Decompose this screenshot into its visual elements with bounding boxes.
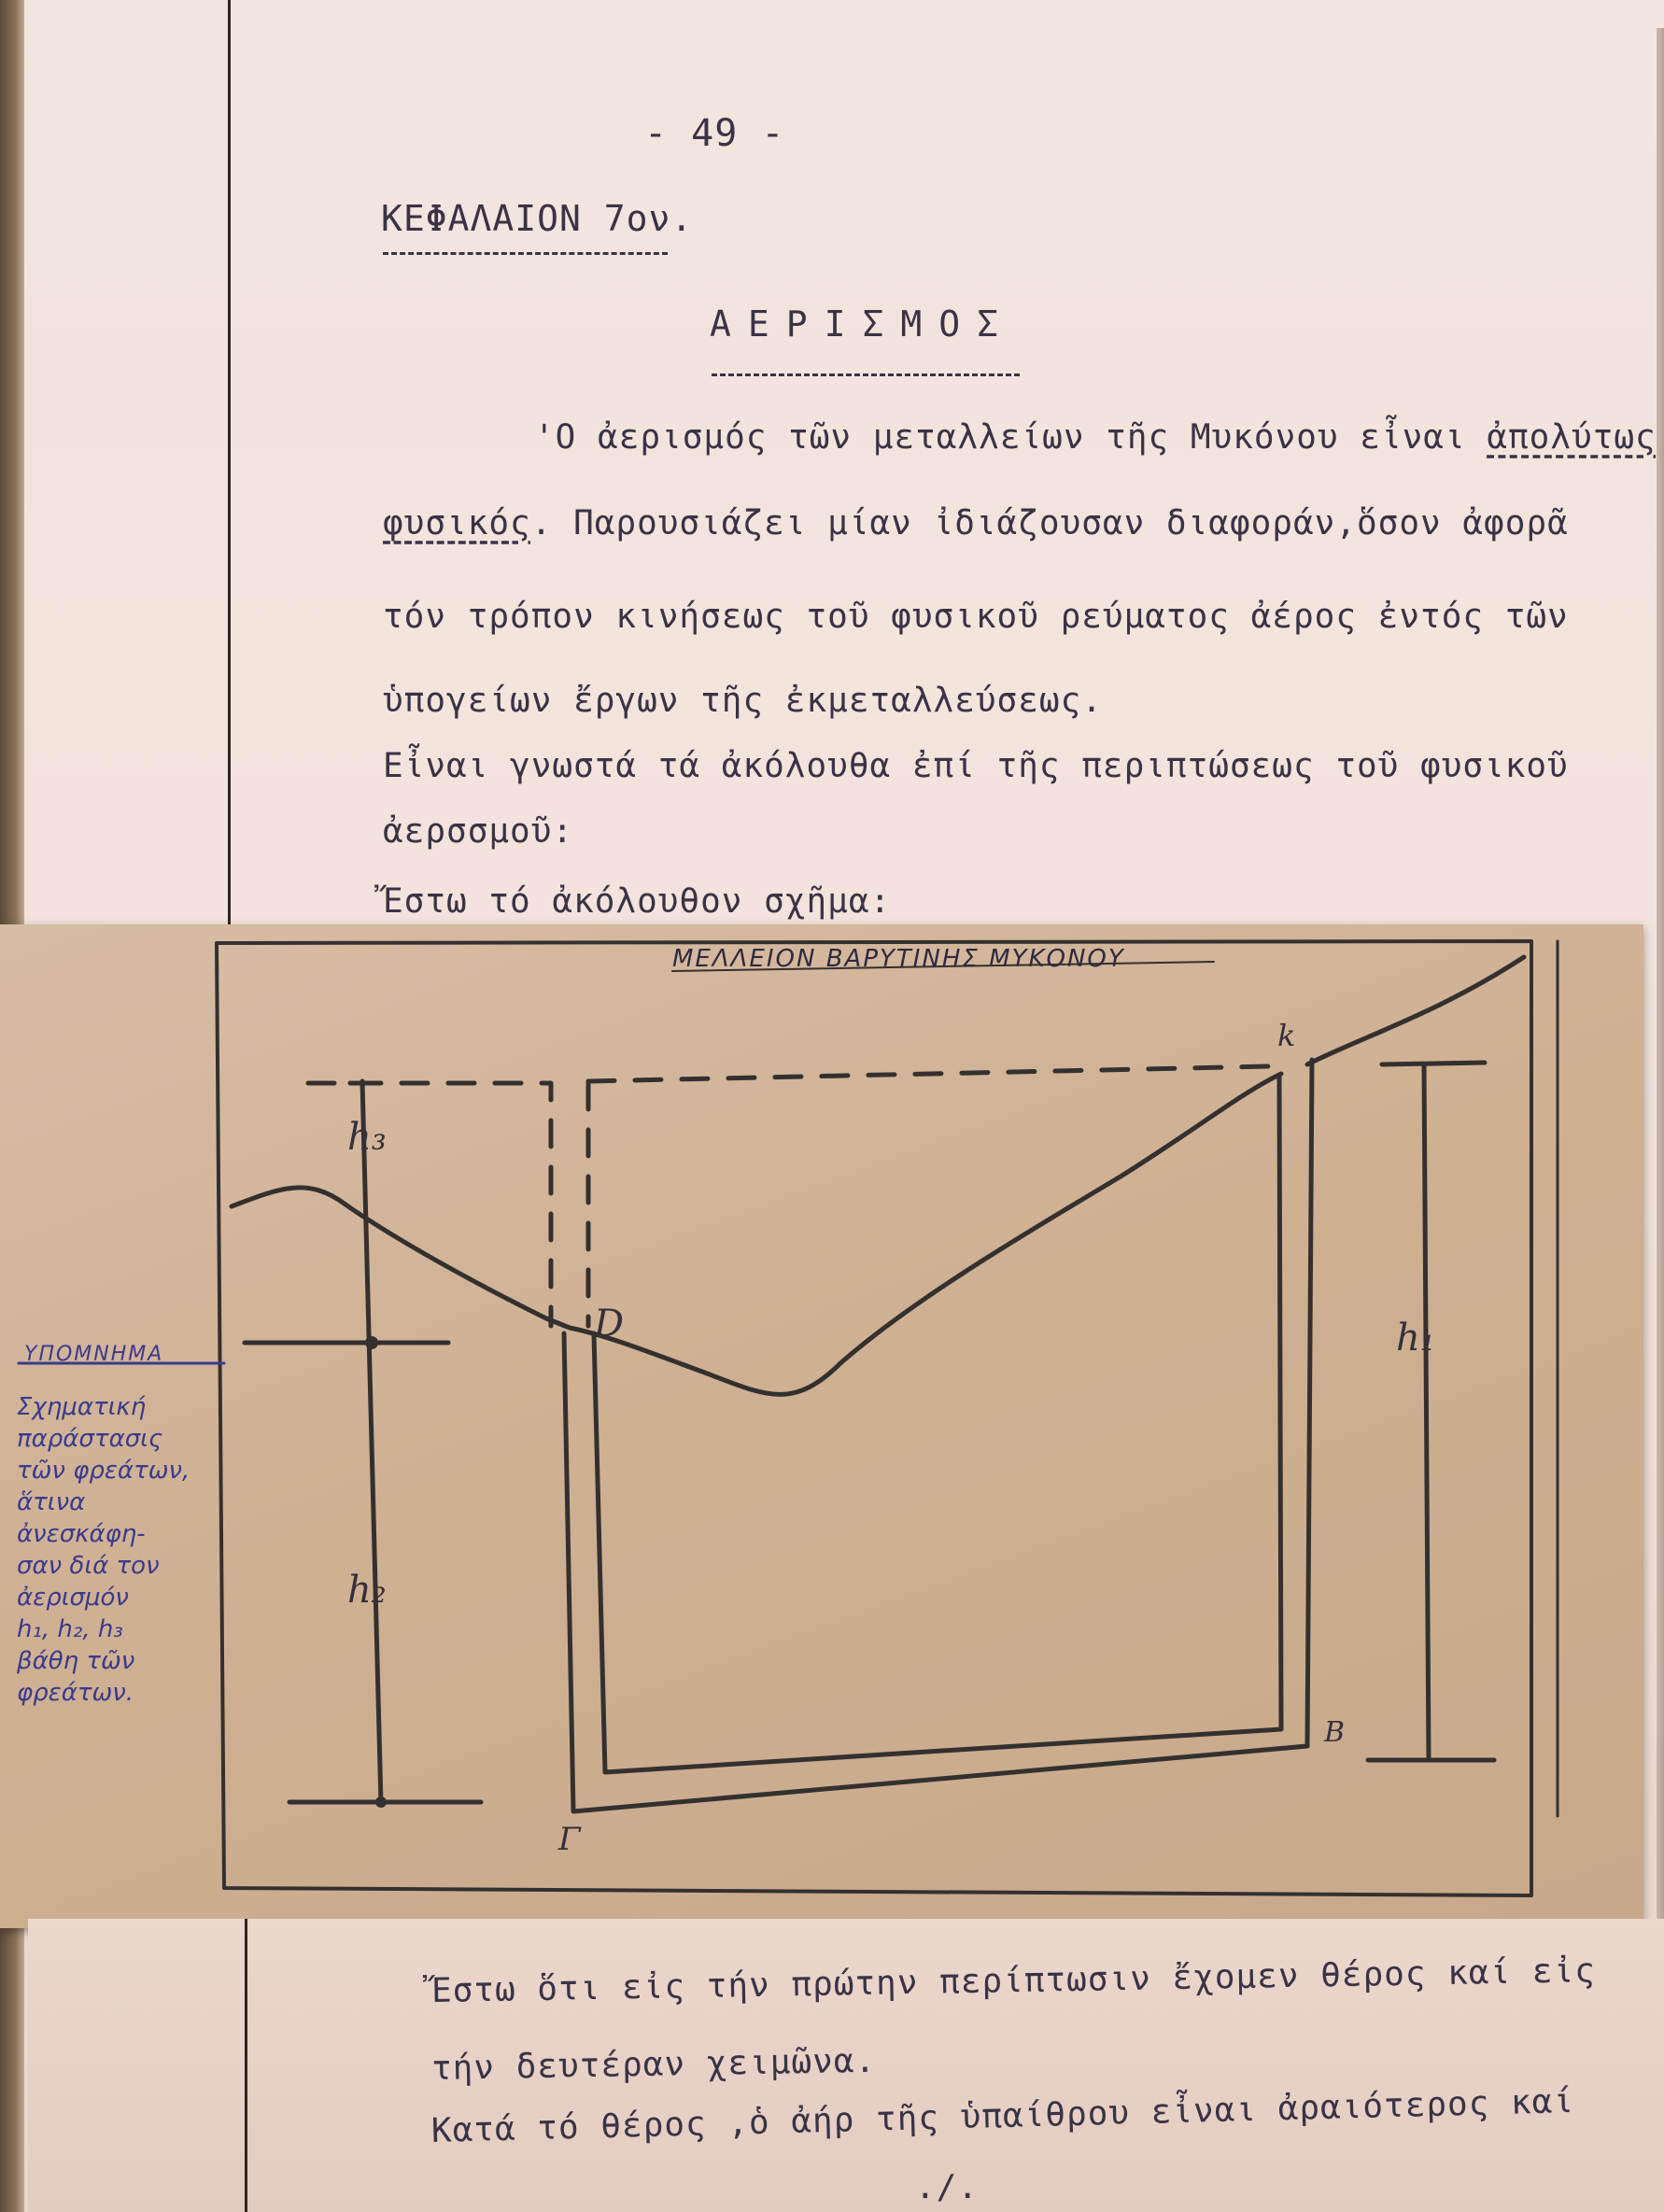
diagram-title: ΜΕΛΛΕΙΟΝ ΒΑΡΥΤΙΝΗΣ ΜΥΚΟΝΟΥ [672, 945, 1125, 973]
label-b: B [1324, 1716, 1346, 1749]
body-line-2-emphasis: φυσικός [383, 504, 531, 542]
section-title: ΑΕΡΙΣΜΟΣ [710, 303, 1016, 345]
page-number: - 49 - [644, 112, 785, 155]
gallery-inner [594, 1076, 1281, 1772]
body-line-3: τόν τρόπον κινήσεως τοῦ φυσικοῦ ρεύματος ἀέρος ἐντός τῶν [383, 598, 1569, 636]
body-line-2-text: . Παρουσιάζει μίαν ἰδιάζουσαν διαφοράν,ὅσον ἀφορᾶ [530, 504, 1569, 542]
body-line-6: ἀερσσμοῦ: [383, 812, 574, 851]
label-g: Γ [558, 1821, 581, 1858]
body-line-1 [534, 418, 1657, 457]
dashed-datum-line [308, 1066, 1270, 1326]
depth-tick-top-right [1382, 1063, 1485, 1064]
lower-margin-line [245, 1919, 247, 2212]
gallery-outer [564, 1060, 1312, 1811]
terrain-line-right [1307, 957, 1524, 1064]
chapter-underline [383, 252, 668, 255]
bottom-line-2: τήν δευτέραν χειμῶνα. [430, 2041, 877, 2088]
shaft-diagram [0, 924, 1643, 1928]
label-h1: h₁ [1396, 1317, 1435, 1360]
depth-line-left [362, 1081, 381, 1804]
body-line-2 [383, 504, 1569, 542]
page-edge [1657, 28, 1664, 2212]
body-line-4: ὑπογείων ἔργων τῆς ἐκμεταλλεύσεως. [383, 682, 1103, 720]
label-h2: h₂ [347, 1569, 387, 1612]
terrain-line [232, 1074, 1281, 1394]
continuation-mark: ./. [915, 2168, 980, 2206]
junction-marker [365, 1336, 378, 1349]
diagram-sheet [0, 924, 1643, 1928]
chapter-heading: ΚΕΦΑΛΑΙΟΝ 7ον. [381, 198, 694, 239]
bottom-line-1: Ἔστω ὅτι εἰς τήν πρώτην περίπτωσιν ἔχομεν θέρος καί εἰς [430, 1951, 1597, 2010]
body-line-5: Εἶναι γνωστά τά ἀκόλουθα ἐπί τῆς περιπτώσεως τοῦ φυσικοῦ [383, 747, 1569, 785]
body-line-7: Ἔστω τό ἀκόλουθον σχῆμα: [383, 882, 892, 921]
depth-line-right [1424, 1064, 1429, 1760]
label-k: k [1277, 1018, 1296, 1053]
label-d: D [594, 1303, 625, 1346]
label-h3: h₃ [347, 1116, 387, 1159]
legend-text: Σχηματική παράστασις τῶν φρεάτων, ἅτινα ἀνεσκάφη- σαν διά τον ἀερισμόν h₁, h₂, h₃ βάθη τῶν φρεάτων. [17, 1393, 190, 1707]
legend-title: ΥΠΟΜΝΗΜΑ [24, 1343, 164, 1366]
body-line-1-emphasis: ἀπολύτως [1487, 418, 1657, 457]
bottom-marker [375, 1796, 387, 1808]
title-underline [712, 373, 1020, 376]
body-line-1-text: 'Ο ἀερισμός τῶν μεταλλείων τῆς Μυκόνου εἶναι [534, 418, 1488, 457]
bottom-line-3: Κατά τό θέρος ,ὁ ἀήρ τῆς ὑπαίθρου εἶναι ἀραιότερος καί [430, 2081, 1575, 2150]
